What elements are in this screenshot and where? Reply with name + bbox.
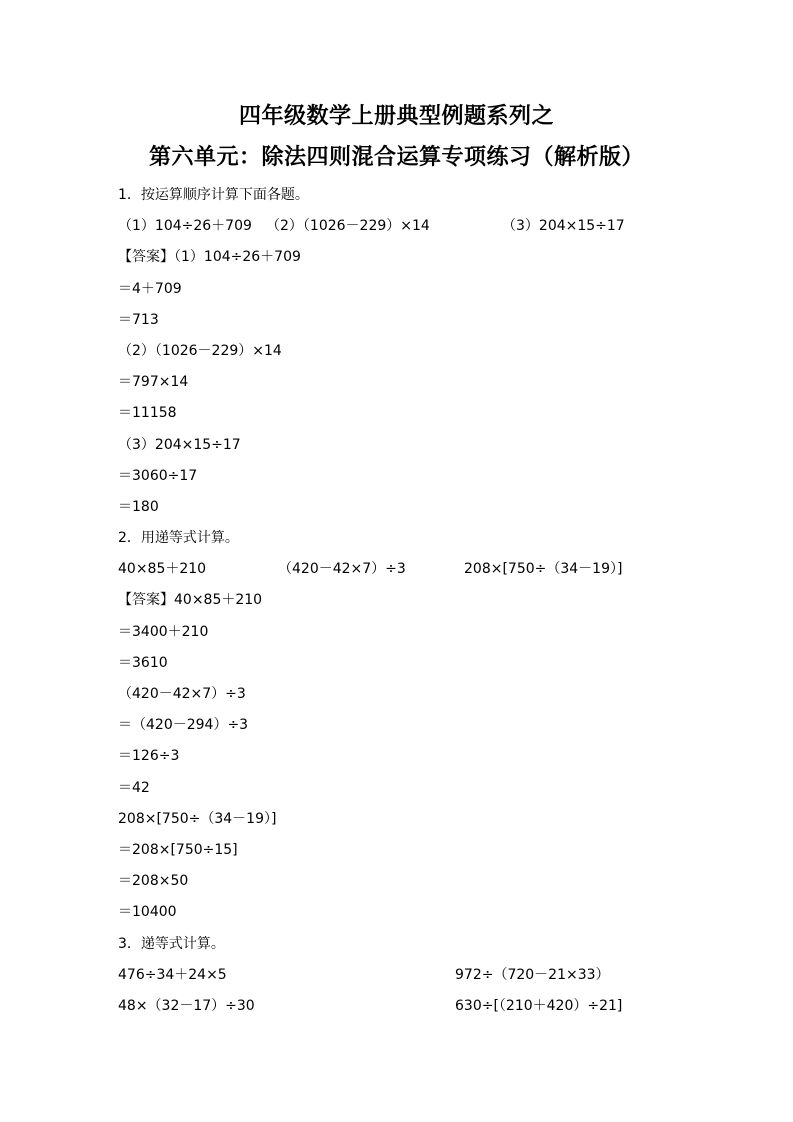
- answer-line: ＝3400＋210: [118, 623, 209, 640]
- question-1-problems: [118, 211, 698, 242]
- answer-line: ＝10400: [118, 904, 177, 921]
- answer-text: 40×85＋210: [174, 592, 263, 609]
- answer-line: ＝42: [118, 779, 150, 796]
- answer-line: ＝208×50: [118, 873, 189, 890]
- answer-line: [118, 242, 698, 273]
- answer-line: [118, 585, 698, 616]
- answer-text: （1）104÷26＋709: [174, 249, 301, 266]
- answer-line: ＝180: [118, 498, 159, 515]
- answer-label: 【答案】: [118, 592, 174, 609]
- answer-line: ＝797×14: [118, 374, 189, 391]
- answer-line: ＝713: [118, 311, 159, 328]
- problem-1-3: （3）204×15÷17: [502, 218, 625, 235]
- problem-1-1: （1）104÷26＋709: [118, 218, 252, 235]
- answer-line: ＝4＋709: [118, 280, 182, 297]
- problem-2-1: 40×85＋210: [118, 561, 207, 578]
- problem-1-2: （2）（1026－229）×14: [266, 218, 430, 235]
- answer-line: （2）（1026－229）×14: [118, 342, 282, 359]
- problem-3-2: 972÷（720－21×33）: [455, 966, 610, 983]
- question-3-problems-row2: [118, 991, 698, 1022]
- document-subtitle: 第六单元：除法四则混合运算专项练习（解析版）: [148, 145, 644, 170]
- problem-2-2: （420－42×7）÷3: [278, 561, 406, 578]
- question-3-problems-row1: [118, 960, 698, 991]
- answer-line: 208×[750÷（34－19）]: [118, 810, 277, 827]
- answer-line: （3）204×15÷17: [118, 436, 241, 453]
- question-2-problems: [118, 554, 698, 585]
- answer-line: ＝3610: [118, 654, 168, 671]
- answer-line: ＝（420－294）÷3: [118, 717, 249, 734]
- document-title: 四年级数学上册典型例题系列之: [238, 104, 554, 129]
- problem-3-4: 630÷[（210＋420）÷21]: [455, 997, 623, 1014]
- answer-line: ＝126÷3: [118, 748, 180, 765]
- answer-label: 【答案】: [118, 249, 174, 266]
- question-3-heading: 3．递等式计算。: [118, 935, 225, 952]
- document-body: [118, 180, 698, 1022]
- problem-3-3: 48×（32－17）÷30: [118, 997, 255, 1014]
- question-2-heading: 2．用递等式计算。: [118, 530, 239, 547]
- answer-line: ＝3060÷17: [118, 467, 198, 484]
- problem-2-3: 208×[750÷（34－19）]: [464, 561, 623, 578]
- problem-3-1: 476÷34＋24×5: [118, 966, 227, 983]
- answer-line: ＝11158: [118, 405, 177, 422]
- question-1-heading: 1．按运算顺序计算下面各题。: [118, 187, 309, 203]
- answer-line: ＝208×[750÷15]: [118, 841, 238, 858]
- answer-line: （420－42×7）÷3: [118, 686, 246, 702]
